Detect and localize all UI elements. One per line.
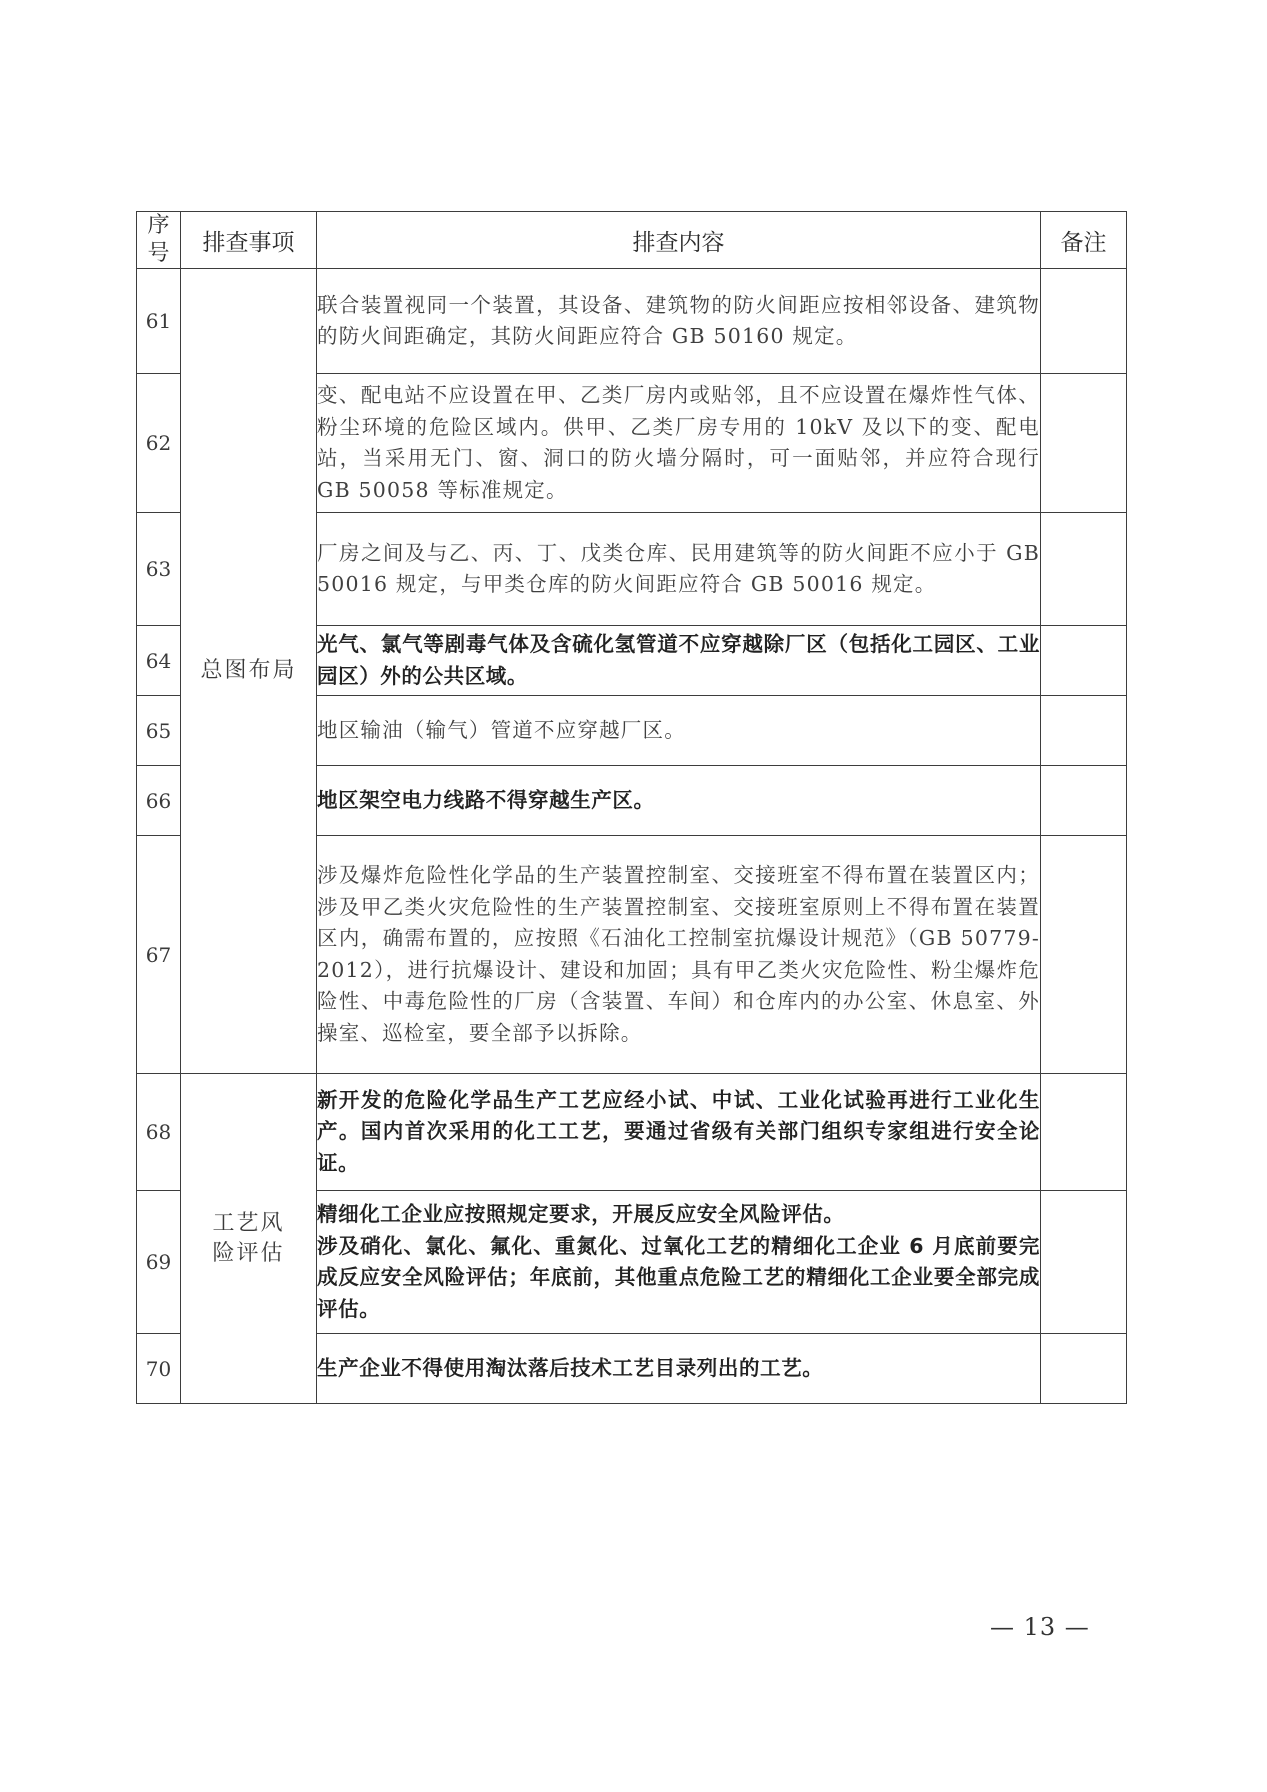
row-number: 66 (137, 766, 181, 836)
row-content: 联合装置视同一个装置，其设备、建筑物的防火间距应按相邻设备、建筑物的防火间距确定，其防火间距应符合 GB 50160 规定。 (317, 269, 1041, 374)
header-remark: 备注 (1041, 212, 1127, 269)
row-number: 65 (137, 696, 181, 766)
row-number: 63 (137, 513, 181, 626)
row-content: 涉及爆炸危险性化学品的生产装置控制室、交接班室不得布置在装置区内；涉及甲乙类火灾危险性的生产装置控制室、交接班室原则上不得布置在装置区内，确需布置的，应按照《石油化工控制室抗爆设计规范》（GB 50779-2012），进行抗爆设计、建设和加固；具有甲乙类火灾危险性、粉尘爆炸危险性、中毒危险性的厂房（含装置、车间）和仓库内的办公室、休息室、外操室、巡检室，要全部予以拆除。 (317, 836, 1041, 1074)
header-no-text: 序号 (147, 213, 170, 266)
row-remark (1041, 766, 1127, 836)
row-number: 68 (137, 1074, 181, 1191)
row-content: 新开发的危险化学品生产工艺应经小试、中试、工业化试验再进行工业化生产。国内首次采用的化工工艺，要通过省级有关部门组织专家组进行安全论证。 (317, 1074, 1041, 1191)
row-number: 67 (137, 836, 181, 1074)
row-number: 69 (137, 1191, 181, 1334)
row-content: 厂房之间及与乙、丙、丁、戊类仓库、民用建筑等的防火间距不应小于 GB 50016 规定，与甲类仓库的防火间距应符合 GB 50016 规定。 (317, 513, 1041, 626)
row-remark (1041, 269, 1127, 374)
table-header-row (137, 212, 1127, 269)
item-cell-process-risk (181, 1074, 317, 1404)
table-row (137, 1074, 1127, 1191)
table-row (137, 269, 1127, 374)
row-content: 变、配电站不应设置在甲、乙类厂房内或贴邻，且不应设置在爆炸性气体、粉尘环境的危险区域内。供甲、乙类厂房专用的 10kV 及以下的变、配电站，当采用无门、窗、洞口的防火墙分隔时，可一面贴邻，并应符合现行 GB 50058 等标准规定。 (317, 374, 1041, 513)
item-cell-layout (181, 269, 317, 1074)
item-label: 工艺风险评估 (212, 1210, 285, 1266)
row-number: 70 (137, 1334, 181, 1404)
row-content: 精细化工企业应按照规定要求，开展反应安全风险评估。 涉及硝化、氯化、氟化、重氮化、过氧化工艺的精细化工企业 6 月底前要完成反应安全风险评估；年底前，其他重点危险工艺的精细化工企业要全部完成评估。 (317, 1191, 1041, 1334)
row-content: 地区架空电力线路不得穿越生产区。 (317, 766, 1041, 836)
item-label: 总图布局 (200, 658, 297, 683)
row-content: 光气、氯气等剧毒气体及含硫化氢管道不应穿越除厂区（包括化工园区、工业园区）外的公共区域。 (317, 626, 1041, 696)
header-content: 排查内容 (317, 212, 1041, 269)
row-content: 生产企业不得使用淘汰落后技术工艺目录列出的工艺。 (317, 1334, 1041, 1404)
header-item: 排查事项 (181, 212, 317, 269)
row-number: 64 (137, 626, 181, 696)
header-no (137, 212, 181, 269)
row-remark (1041, 626, 1127, 696)
row-remark (1041, 374, 1127, 513)
page-number: — 13 — (990, 1613, 1090, 1641)
row-remark (1041, 1334, 1127, 1404)
row-remark (1041, 1074, 1127, 1191)
inspection-table (136, 211, 1127, 1404)
row-number: 61 (137, 269, 181, 374)
row-remark (1041, 1191, 1127, 1334)
row-remark (1041, 836, 1127, 1074)
row-content: 地区输油（输气）管道不应穿越厂区。 (317, 696, 1041, 766)
row-remark (1041, 513, 1127, 626)
row-remark (1041, 696, 1127, 766)
row-number: 62 (137, 374, 181, 513)
